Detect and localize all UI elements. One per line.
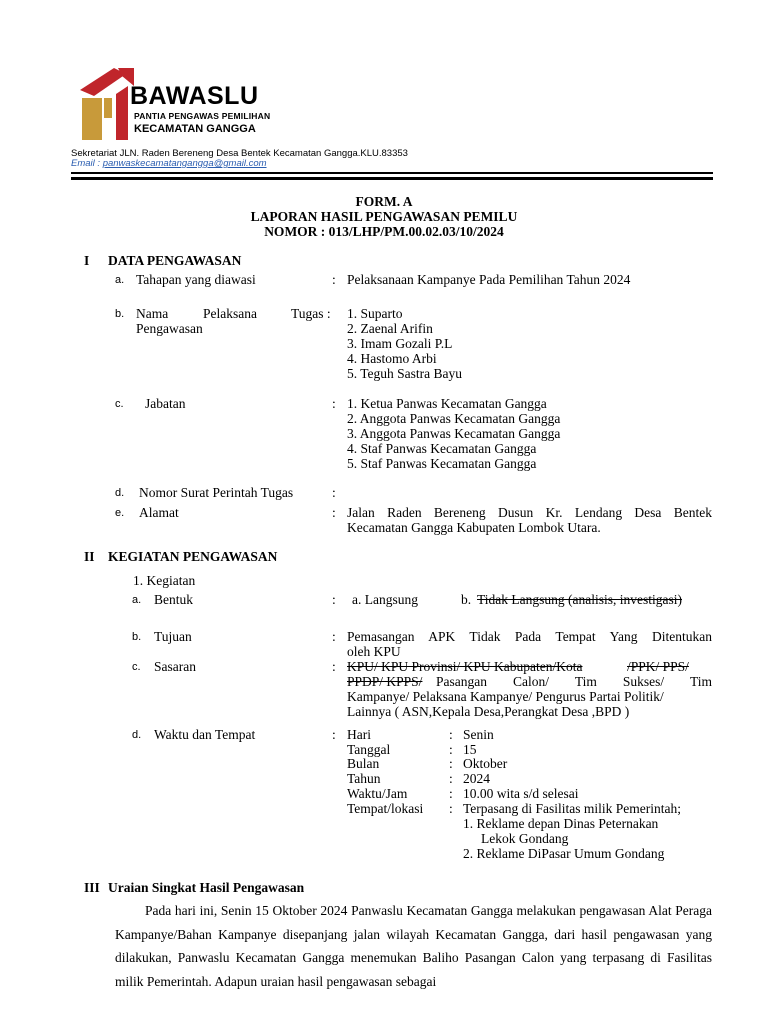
sasaran-line4: Lainnya ( ASN,Kepala Desa,Perangkat Desa ,BPD ): [347, 704, 630, 719]
sasaran-line3: Kampanye/ Pelaksana Kampanye/ Pengurus Partai Politik/: [347, 689, 664, 704]
time-key: Tempat/lokasi: [347, 801, 424, 816]
time-colon: :: [449, 786, 453, 801]
item-e-label: Alamat: [139, 505, 179, 520]
item-c-colon: :: [332, 396, 336, 411]
item-d-letter: d.: [115, 487, 125, 499]
item-2b-label: Tujuan: [154, 629, 192, 644]
position-item: 5. Staf Panwas Kecamatan Gangga: [347, 456, 537, 471]
tujuan-line1: Pemasangan APK Tidak Pada Tempat Yang Ditentukan: [347, 629, 712, 644]
sasaran-strike-3: PPDP/ KPPS/: [347, 674, 423, 689]
officer-name: 1. Suparto: [347, 306, 403, 321]
time-key: Waktu/Jam: [347, 786, 408, 801]
item-2d-letter: d.: [132, 729, 142, 741]
time-colon: :: [449, 771, 453, 786]
brand-subtitle-2: KECAMATAN GANGGA: [134, 123, 256, 135]
tujuan-line2: oleh KPU: [347, 644, 401, 659]
time-colon: :: [449, 756, 453, 771]
sasaran-line2: Pasangan Calon/ Tim Sukses/ Tim: [436, 674, 712, 689]
item-a-colon: :: [332, 272, 336, 287]
document-heading: LAPORAN HASIL PENGAWASAN PEMILU: [250, 209, 518, 224]
item-2b-colon: :: [332, 629, 336, 644]
item-2d-colon: :: [332, 727, 336, 742]
item-2a-colon: :: [332, 592, 336, 607]
section-3-number: III: [84, 880, 100, 895]
position-item: 1. Ketua Panwas Kecamatan Gangga: [347, 396, 547, 411]
item-b-label-2: Pelaksana: [203, 306, 257, 321]
item-2b-letter: b.: [132, 631, 142, 643]
time-key: Tanggal: [347, 742, 391, 757]
location-1-line2: Lekok Gondang: [481, 831, 569, 846]
position-item: 4. Staf Panwas Kecamatan Gangga: [347, 441, 537, 456]
time-value: Senin: [463, 727, 494, 742]
email-line: [71, 158, 267, 169]
time-value: 15: [463, 742, 477, 757]
item-2c-colon: :: [332, 659, 336, 674]
email-label: Email :: [71, 158, 101, 169]
item-b-letter: b.: [115, 308, 125, 320]
address-value-line1: Jalan Raden Bereneng Dusun Kr. Lendang Desa Bentek: [347, 505, 712, 520]
sasaran-strike-1: KPU/ KPU Provinsi/ KPU Kabupaten/Kota: [347, 659, 583, 674]
email-link[interactable]: panwaskecamatangangga@gmail.com: [102, 158, 267, 169]
item-a-letter: a.: [115, 274, 125, 286]
position-item: 2. Anggota Panwas Kecamatan Gangga: [347, 411, 561, 426]
item-c-letter: c.: [115, 398, 124, 410]
time-value: 2024: [463, 771, 490, 786]
item-e-colon: :: [332, 505, 336, 520]
address-value-line2: Kecamatan Gangga Kabupaten Lombok Utara.: [347, 520, 601, 535]
time-colon: :: [449, 801, 453, 816]
location-2: 2. Reklame DiPasar Umum Gondang: [463, 846, 665, 861]
section-1-number: I: [84, 253, 90, 268]
time-value: Oktober: [463, 756, 508, 771]
section-1-title: DATA PENGAWASAN: [108, 253, 242, 268]
item-d-colon: :: [332, 485, 336, 500]
item-2c-letter: c.: [132, 661, 141, 673]
item-a-label: Tahapan yang diawasi: [136, 272, 256, 287]
item-b-label-3: Tugas :: [291, 306, 331, 321]
brand-subtitle: PANTIA PENGAWAS PEMILIHAN: [134, 111, 271, 121]
option-tidak-langsung: Tidak Langsung (analisis, investigasi): [477, 592, 682, 607]
officer-name: 2. Zaenal Arifin: [347, 321, 433, 336]
item-c-label: Jabatan: [145, 396, 186, 411]
time-colon: :: [449, 742, 453, 757]
item-a-value: Pelaksanaan Kampanye Pada Pemilihan Tahun 2024: [347, 272, 631, 287]
item-2a-letter: a.: [132, 594, 142, 606]
time-key: Hari: [347, 727, 371, 742]
sasaran-strike-2: /PPK/ PPS/: [627, 659, 689, 674]
officer-name: 4. Hastomo Arbi: [347, 351, 437, 366]
item-b-label-line2: Pengawasan: [136, 321, 203, 336]
address: Sekretariat JLN. Raden Bereneng Desa Bentek Kecamatan Gangga.KLU.83353: [71, 148, 408, 159]
position-item: 3. Anggota Panwas Kecamatan Gangga: [347, 426, 561, 441]
section-3-title: Uraian Singkat Hasil Pengawasan: [108, 880, 305, 895]
summary-paragraph: [115, 899, 712, 993]
option-b-prefix: b.: [461, 592, 472, 607]
document-number: NOMOR : 013/LHP/PM.00.02.03/10/2024: [264, 224, 504, 239]
divider-top: [71, 172, 713, 174]
officer-name: 5. Teguh Sastra Bayu: [347, 366, 463, 381]
time-key: Tahun: [347, 771, 381, 786]
brand-name: BAWASLU: [130, 82, 259, 110]
section-2-number: II: [84, 549, 95, 564]
time-value: 10.00 wita s/d selesai: [463, 786, 579, 801]
divider-bottom: [71, 177, 713, 180]
time-value: Terpasang di Fasilitas milik Pemerintah;: [463, 801, 682, 816]
option-langsung: a. Langsung: [352, 592, 418, 607]
form-label: FORM. A: [355, 194, 413, 209]
item-b-label-1: Nama: [136, 306, 169, 321]
item-d-label: Nomor Surat Perintah Tugas: [139, 485, 294, 500]
item-2d-label: Waktu dan Tempat: [154, 727, 256, 742]
officer-name: 3. Imam Gozali P.L: [347, 336, 453, 351]
summary-text: Pada hari ini, Senin 15 Oktober 2024 Panwaslu Kecamatan Gangga melakukan pengawasan Alat Peraga Kampanye/Bahan Kampanye disepanjang jalan wilayah Kecamatan Gangga, dari hasil pengawasan yang dilakukan, Panwaslu Kecamatan Gangga menemukan Baliho Pasangan Calon yang terpasang di Fasilitas milik Pemerintah. Adapun uraian hasil pengawasan sebagai: [115, 903, 712, 989]
kegiatan-label: 1. Kegiatan: [133, 573, 196, 588]
item-e-letter: e.: [115, 507, 125, 519]
item-2c-label: Sasaran: [154, 659, 196, 674]
section-2-title: KEGIATAN PENGAWASAN: [108, 549, 278, 564]
item-2a-label: Bentuk: [154, 592, 193, 607]
time-colon: :: [449, 727, 453, 742]
time-key: Bulan: [347, 756, 380, 771]
location-1-line1: 1. Reklame depan Dinas Peternakan: [463, 816, 659, 831]
